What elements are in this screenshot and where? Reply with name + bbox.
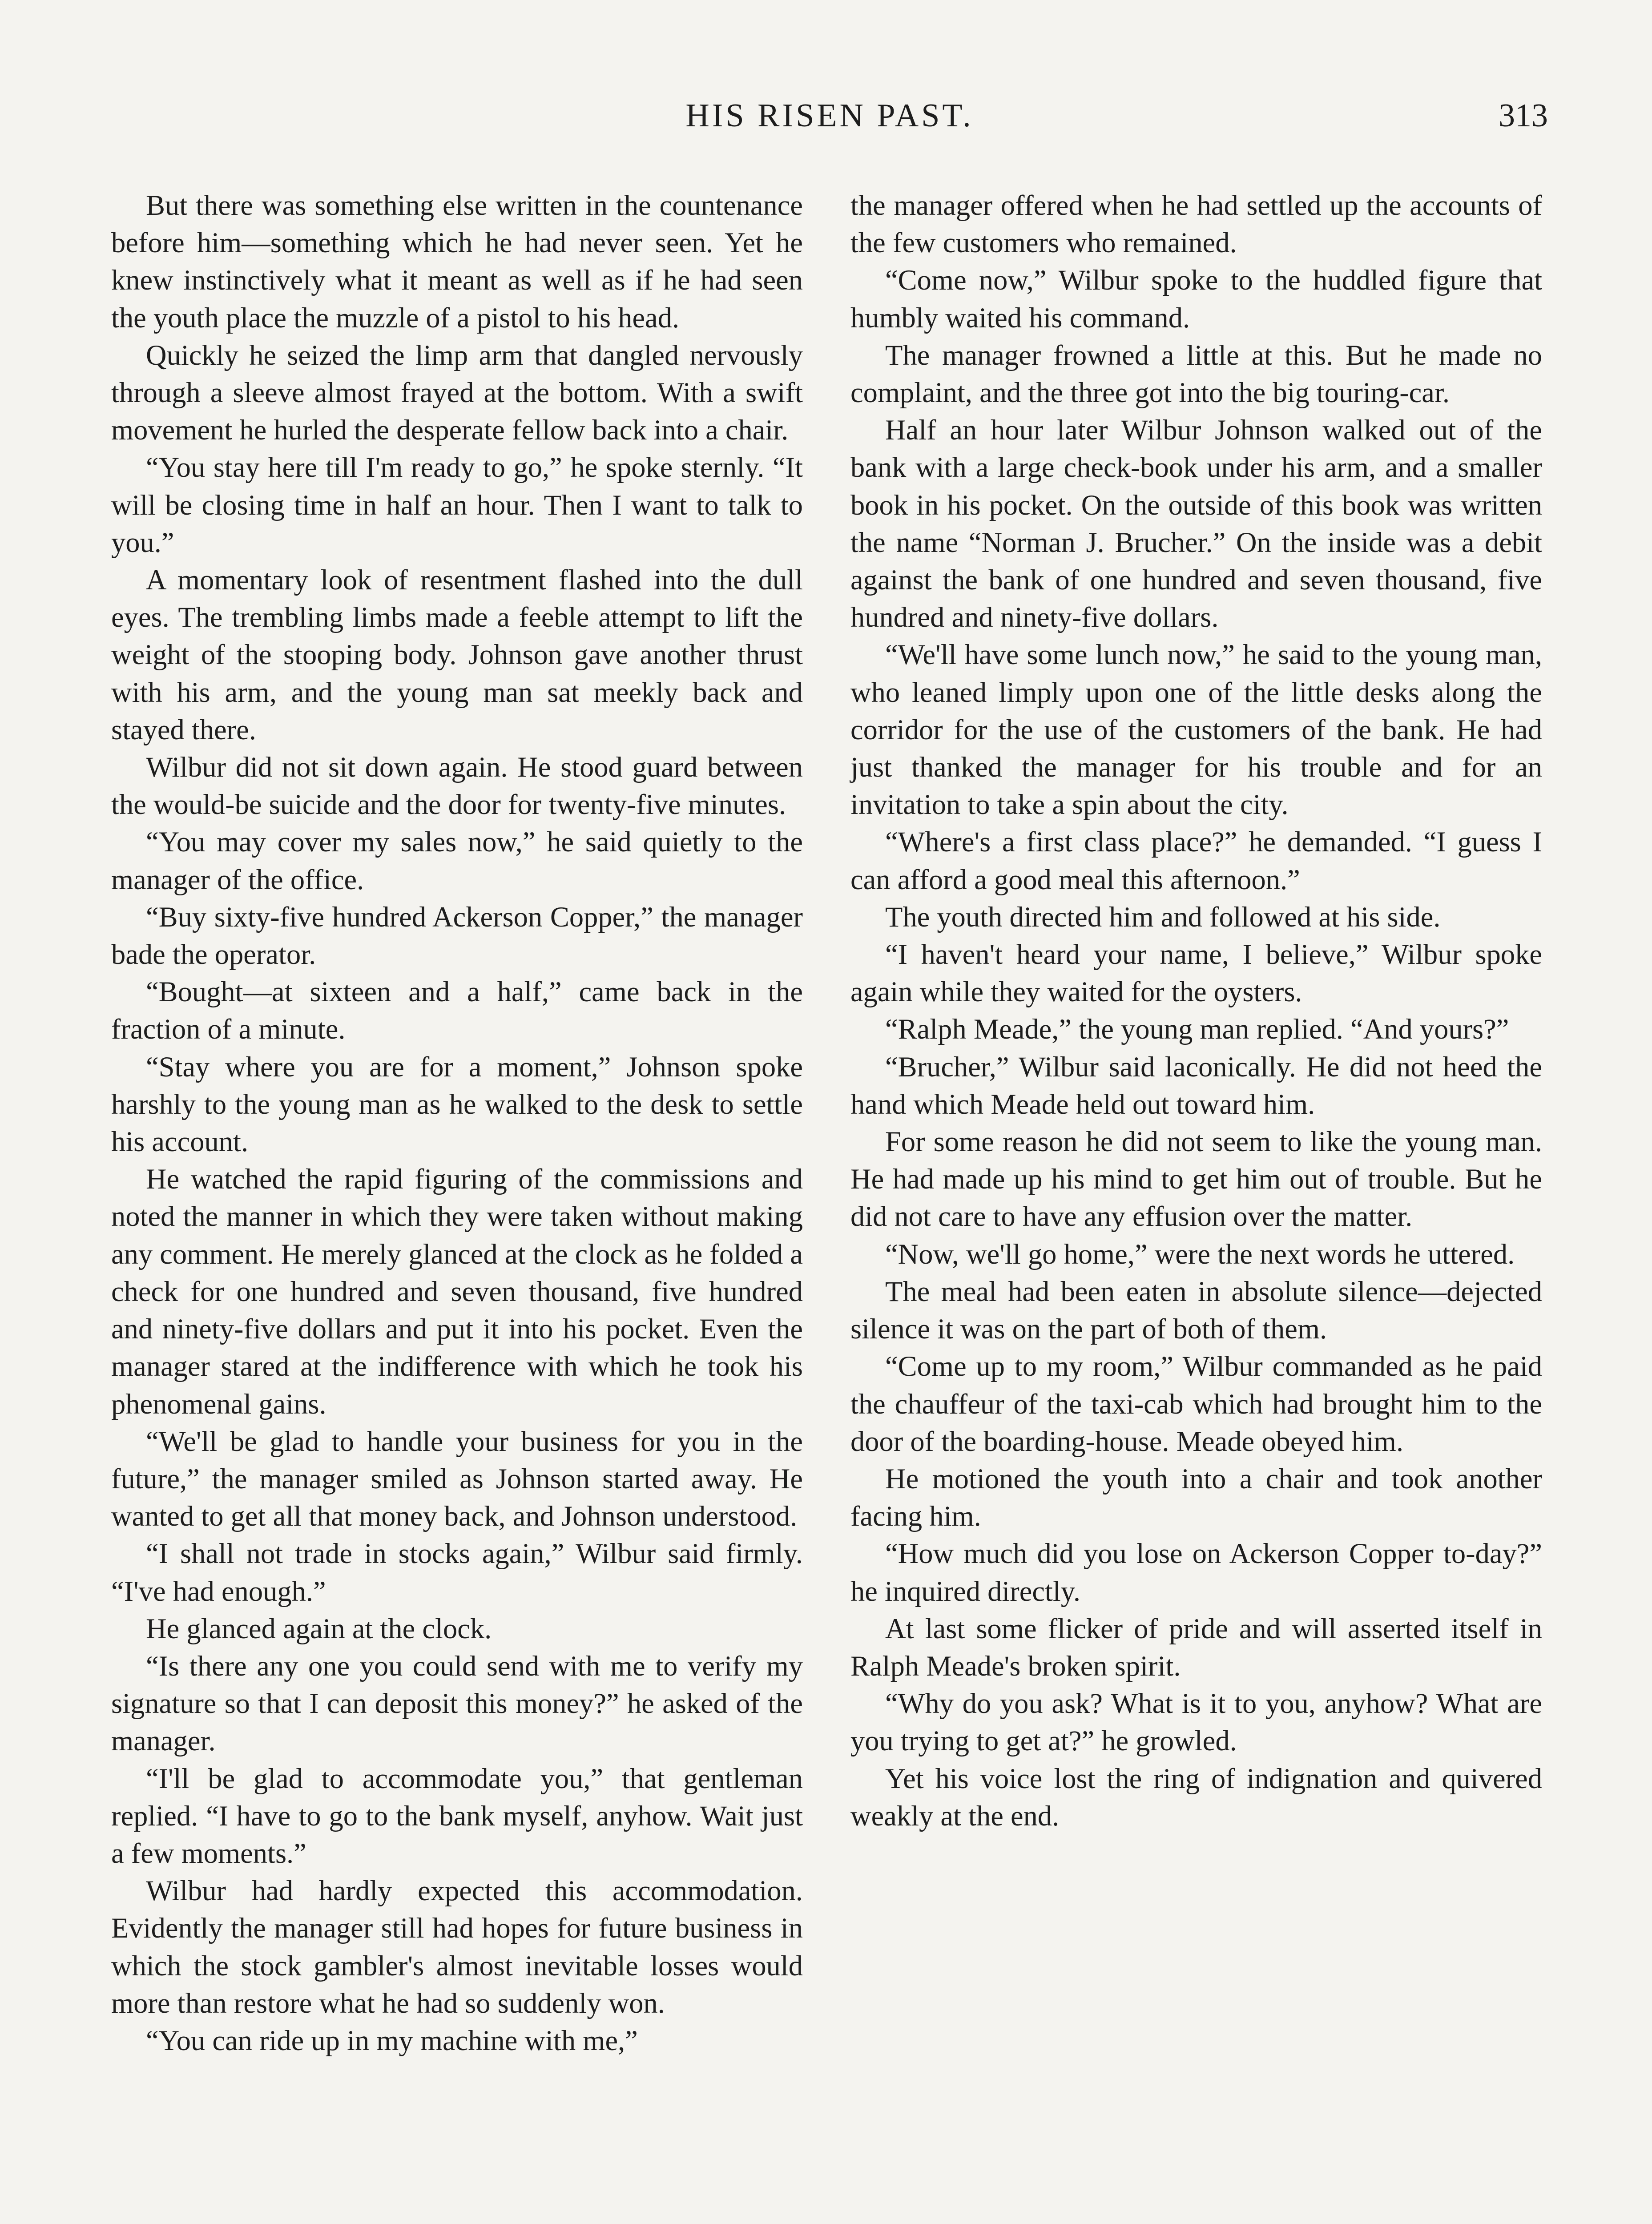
paragraph: Wilbur had hardly expected this accommodation. Evidently the manager still had hopes for future business in which the stock gambler's almost inevitable losses would more than restore what he had so suddenly won. — [111, 1875, 803, 2019]
paragraph: A momentary look of resentment flashed into the dull eyes. The trembling limbs made a feeble attempt to lift the weight of the stooping body. Johnson gave another thrust with his arm, and the young man sat meekly back and stayed there. — [111, 564, 803, 745]
paragraph: “I haven't heard your name, I believe,” Wilbur spoke again while they waited for the oysters. — [850, 939, 1542, 1008]
paragraph: “Bought—at sixteen and a half,” came back in the fraction of a minute. — [111, 976, 803, 1045]
paragraph: But there was something else written in the countenance before him—something which he had never seen. Yet he knew instinctively what it meant as well as if he had seen the youth place the muzzle of a pistol to his head. — [111, 189, 803, 334]
paragraph: Half an hour later Wilbur Johnson walked out of the bank with a large check-book under his arm, and a smaller book in his pocket. On the outside of this book was written the name “Norman J. Brucher.” On the inside was a debit against the bank of one hundred and seven thousand, five hundred and ninety-five dollars. — [850, 414, 1542, 633]
paragraph: The meal had been eaten in absolute silence—dejected silence it was on the part of both of them. — [850, 1275, 1542, 1345]
paragraph: “Come up to my room,” Wilbur commanded as he paid the chauffeur of the taxi-cab which had brought him to the door of the boarding-house. Meade obeyed him. — [850, 1350, 1542, 1457]
paragraph: “You can ride up in my machine with me,” — [146, 2024, 638, 2056]
paragraph: Wilbur did not sit down again. He stood guard between the would-be suicide and the door for twenty-five minutes. — [111, 751, 803, 821]
paragraph: At last some flicker of pride and will asserted itself in Ralph Meade's broken spirit. — [850, 1612, 1542, 1682]
paragraph: “Where's a first class place?” he demanded. “I guess I can afford a good meal this afternoon.” — [850, 826, 1542, 895]
left-column — [111, 187, 803, 2059]
paragraph: He motioned the youth into a chair and took another facing him. — [850, 1463, 1542, 1532]
paragraph: “You stay here till I'm ready to go,” he spoke sternly. “It will be closing time in half an hour. Then I want to talk to you.” — [111, 451, 803, 558]
right-column — [850, 187, 1542, 1835]
paragraph: “Stay where you are for a moment,” Johnson spoke harshly to the young man as he walked to the desk to settle his account. — [111, 1051, 803, 1158]
page-header — [111, 97, 1548, 146]
paragraph: “Now, we'll go home,” were the next words he uttered. — [885, 1238, 1515, 1270]
paragraph: The manager frowned a little at this. But he made no complaint, and the three got into the big touring-car. — [850, 339, 1542, 409]
running-head: HIS RISEN PAST. — [685, 97, 974, 134]
paragraph: “I shall not trade in stocks again,” Wilbur said firmly. “I've had enough.” — [111, 1538, 803, 1607]
paragraph: “Is there any one you could send with me to verify my signature so that I can deposit this money?” he asked of the manager. — [111, 1650, 803, 1757]
paragraph: The youth directed him and followed at his side. — [885, 901, 1441, 933]
paragraph: “Brucher,” Wilbur said laconically. He did not heed the hand which Meade held out toward him. — [850, 1051, 1542, 1120]
paragraph: “We'll be glad to handle your business for you in the future,” the manager smiled as Johnson started away. He wanted to get all that money back, and Johnson understood. — [111, 1425, 803, 1532]
paragraph: Yet his voice lost the ring of indignation and quivered weakly at the end. — [850, 1762, 1542, 1832]
paragraph: Quickly he seized the limp arm that dangled nervously through a sleeve almost frayed at the bottom. With a swift movement he hurled the desperate fellow back into a chair. — [111, 339, 803, 446]
paragraph: “How much did you lose on Ackerson Copper to-day?” he inquired directly. — [850, 1538, 1542, 1607]
paragraph: “I'll be glad to accommodate you,” that gentleman replied. “I have to go to the bank myself, anyhow. Wait just a few moments.” — [111, 1762, 803, 1869]
paragraph: “You may cover my sales now,” he said quietly to the manager of the office. — [111, 826, 803, 895]
paragraph: “Ralph Meade,” the young man replied. “And yours?” — [885, 1013, 1509, 1045]
paragraph: “Why do you ask? What is it to you, anyhow? What are you trying to get at?” he growled. — [850, 1688, 1542, 1757]
paragraph-continued: the manager offered when he had settled up the accounts of the few customers who remained. — [850, 189, 1542, 259]
page-number: 313 — [1499, 97, 1548, 134]
paragraph: “Come now,” Wilbur spoke to the huddled figure that humbly waited his command. — [850, 264, 1542, 334]
paragraph: He watched the rapid figuring of the commissions and noted the manner in which they were taken without making any comment. He merely glanced at the clock as he folded a check for one hundred and seven thousand, five hundred and ninety-five dollars and put it into his pocket. Even the manager stared at the indifference with which he took his phenomenal gains. — [111, 1163, 803, 1420]
paragraph: For some reason he did not seem to like the young man. He had made up his mind to get him out of trouble. But he did not care to have any effusion over the matter. — [850, 1126, 1542, 1233]
paragraph: “Buy sixty-five hundred Ackerson Copper,” the manager bade the operator. — [111, 901, 803, 971]
paragraph: “We'll have some lunch now,” he said to the young man, who leaned limply upon one of the little desks along the corridor for the use of the customers of the bank. He had just thanked the manager for his trouble and for an invitation to take a spin about the city. — [850, 639, 1542, 821]
paragraph: He glanced again at the clock. — [146, 1612, 492, 1644]
